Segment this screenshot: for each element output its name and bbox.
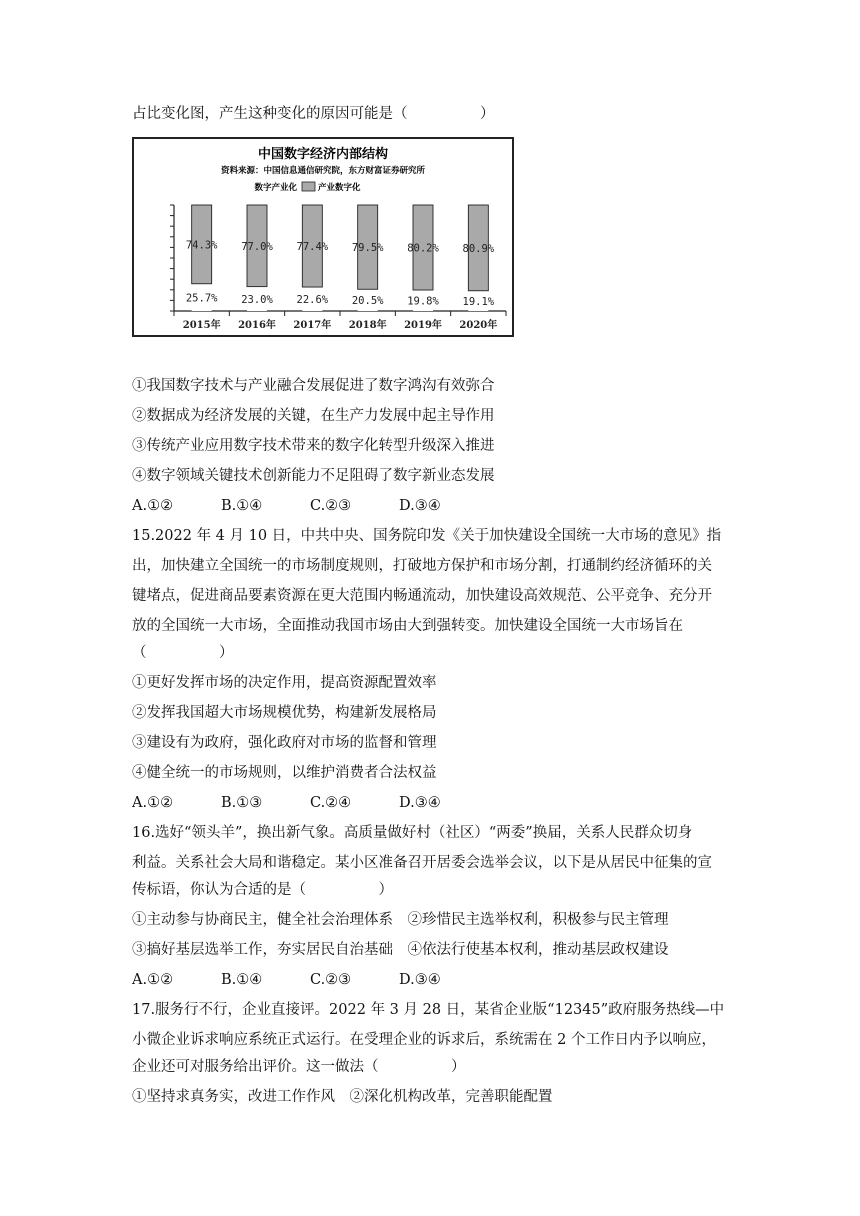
q15-choice-c[interactable]: C.②④ bbox=[310, 795, 352, 811]
q14-item-1: ①我国数字技术与产业融合发展促进了数字鸿沟有效弥合 bbox=[132, 378, 495, 394]
x-tick-label: 2020年 bbox=[459, 320, 498, 331]
q15-choice-d[interactable]: D.③④ bbox=[399, 795, 441, 811]
data-label-industrial-digitalization: 80.2% bbox=[407, 242, 439, 255]
q17-line-2: 小微企业诉求响应系统正式运行。在受理企业的诉求后，系统需在 2 个工作日内予以响应， bbox=[132, 1032, 716, 1048]
legend-label-0: 数字产业化 bbox=[254, 183, 297, 193]
q15-line-5: （ ） bbox=[132, 645, 234, 661]
q15-item-2: ②发挥我国超大市场规模优势，构建新发展格局 bbox=[132, 705, 437, 721]
x-tick-label: 2015年 bbox=[182, 320, 221, 331]
q16-item-1: ①主动参与协商民主，健全社会治理体系 ②珍惜民主选举权利，积极参与民主管理 bbox=[132, 912, 669, 928]
q16-line-2: 利益。关系社会大局和谐稳定。某小区准备召开居委会选举会议，以下是从居民中征集的宣 bbox=[132, 855, 712, 871]
q16-item-2: ③搞好基层选举工作，夯实居民自治基础 ④依法行使基本权利，推动基层政权建设 bbox=[132, 942, 669, 958]
q15-line-1: 15.2022 年 4 月 10 日，中共中央、国务院印发《关于加快建设全国统一大市场的意见》指 bbox=[132, 528, 722, 544]
data-label-digital-industrialization: 25.7% bbox=[185, 292, 218, 305]
legend-label-1: 产业数字化 bbox=[318, 183, 361, 193]
data-label-digital-industrialization: 20.5% bbox=[351, 295, 384, 308]
q16-choice-a[interactable]: A.①② bbox=[132, 972, 174, 988]
x-tick-label: 2017年 bbox=[293, 320, 332, 331]
chart-svg bbox=[134, 139, 512, 335]
q15-choice-a[interactable]: A.①② bbox=[132, 795, 174, 811]
data-label-industrial-digitalization: 77.4% bbox=[296, 241, 329, 254]
q15-item-3: ③建设有为政府，强化政府对市场的监督和管理 bbox=[132, 735, 437, 751]
q14-item-3: ③传统产业应用数字技术带来的数字化转型升级深入推进 bbox=[132, 438, 495, 454]
data-label-digital-industrialization: 19.8% bbox=[407, 295, 439, 308]
q15-choice-b[interactable]: B.①③ bbox=[221, 795, 263, 811]
q16-choice-d[interactable]: D.③④ bbox=[399, 972, 441, 988]
q15-item-1: ①更好发挥市场的决定作用，提高资源配置效率 bbox=[132, 675, 437, 691]
q17-item-1: ①坚持求真务实，改进工作作风 ②深化机构改革，完善职能配置 bbox=[132, 1089, 553, 1105]
data-label-industrial-digitalization: 77.0% bbox=[241, 240, 273, 253]
data-label-industrial-digitalization: 79.5% bbox=[351, 242, 384, 255]
plot-area bbox=[170, 205, 506, 331]
chart-subtitle: 资料来源：中国信息通信研究院，东方财富证券研究所 bbox=[220, 166, 426, 176]
q14-item-4: ④数字领域关键技术创新能力不足阻碍了数字新业态发展 bbox=[132, 468, 495, 484]
q14-choice-b[interactable]: B.①④ bbox=[221, 498, 263, 514]
x-tick-label: 2019年 bbox=[404, 320, 442, 331]
chart-legend bbox=[254, 182, 361, 193]
chart-title: 中国数字经济内部结构 bbox=[257, 147, 389, 162]
q14-choice-d[interactable]: D.③④ bbox=[399, 498, 441, 514]
x-tick-label: 2016年 bbox=[238, 320, 276, 331]
q16-choice-b[interactable]: B.①④ bbox=[221, 972, 263, 988]
q16-line-3: 传标语，你认为合适的是（ ） bbox=[132, 882, 393, 898]
legend-swatch-1 bbox=[302, 182, 315, 191]
q15-line-4: 放的全国统一大市场，全面推动我国市场由大到强转变。加快建设全国统一大市场旨在 bbox=[132, 618, 683, 634]
q14-choice-c[interactable]: C.②③ bbox=[310, 498, 352, 514]
data-label-industrial-digitalization: 74.3% bbox=[185, 239, 218, 252]
data-label-digital-industrialization: 23.0% bbox=[241, 293, 273, 306]
intro-line: 占比变化图，产生这种变化的原因可能是（ ） bbox=[132, 106, 495, 122]
q14-choices bbox=[132, 496, 441, 516]
q17-line-1: 17.服务行不行，企业直接评。2022 年 3 月 28 日，某省企业版“12345”政府服务热线—中 bbox=[132, 1002, 725, 1018]
q17-line-3: 企业还可对服务给出评价。这一做法（ ） bbox=[132, 1059, 466, 1075]
q14-item-2: ②数据成为经济发展的关键，在生产力发展中起主导作用 bbox=[132, 408, 495, 424]
data-label-digital-industrialization: 19.1% bbox=[462, 295, 495, 308]
q14-choice-a[interactable]: A.①② bbox=[132, 498, 174, 514]
q16-choice-c[interactable]: C.②③ bbox=[310, 972, 352, 988]
q15-line-2: 出，加快建立全国统一的市场制度规则，打破地方保护和市场分割，打通制约经济循环的关 bbox=[132, 558, 712, 574]
q16-choices bbox=[132, 970, 441, 990]
data-label-digital-industrialization: 22.6% bbox=[296, 294, 329, 307]
chart-frame bbox=[132, 137, 514, 337]
q15-choices bbox=[132, 793, 441, 813]
data-label-industrial-digitalization: 80.9% bbox=[462, 242, 495, 255]
q15-item-4: ④健全统一的市场规则，以维护消费者合法权益 bbox=[132, 765, 437, 781]
x-tick-label: 2018年 bbox=[348, 320, 387, 331]
q15-line-3: 键堵点，促进商品要素资源在更大范围内畅通流动，加快建设高效规范、公平竞争、充分开 bbox=[132, 588, 712, 604]
q16-line-1: 16.选好“领头羊”，换出新气象。高质量做好村（社区）“两委”换届，关系人民群众切身 bbox=[132, 825, 693, 841]
